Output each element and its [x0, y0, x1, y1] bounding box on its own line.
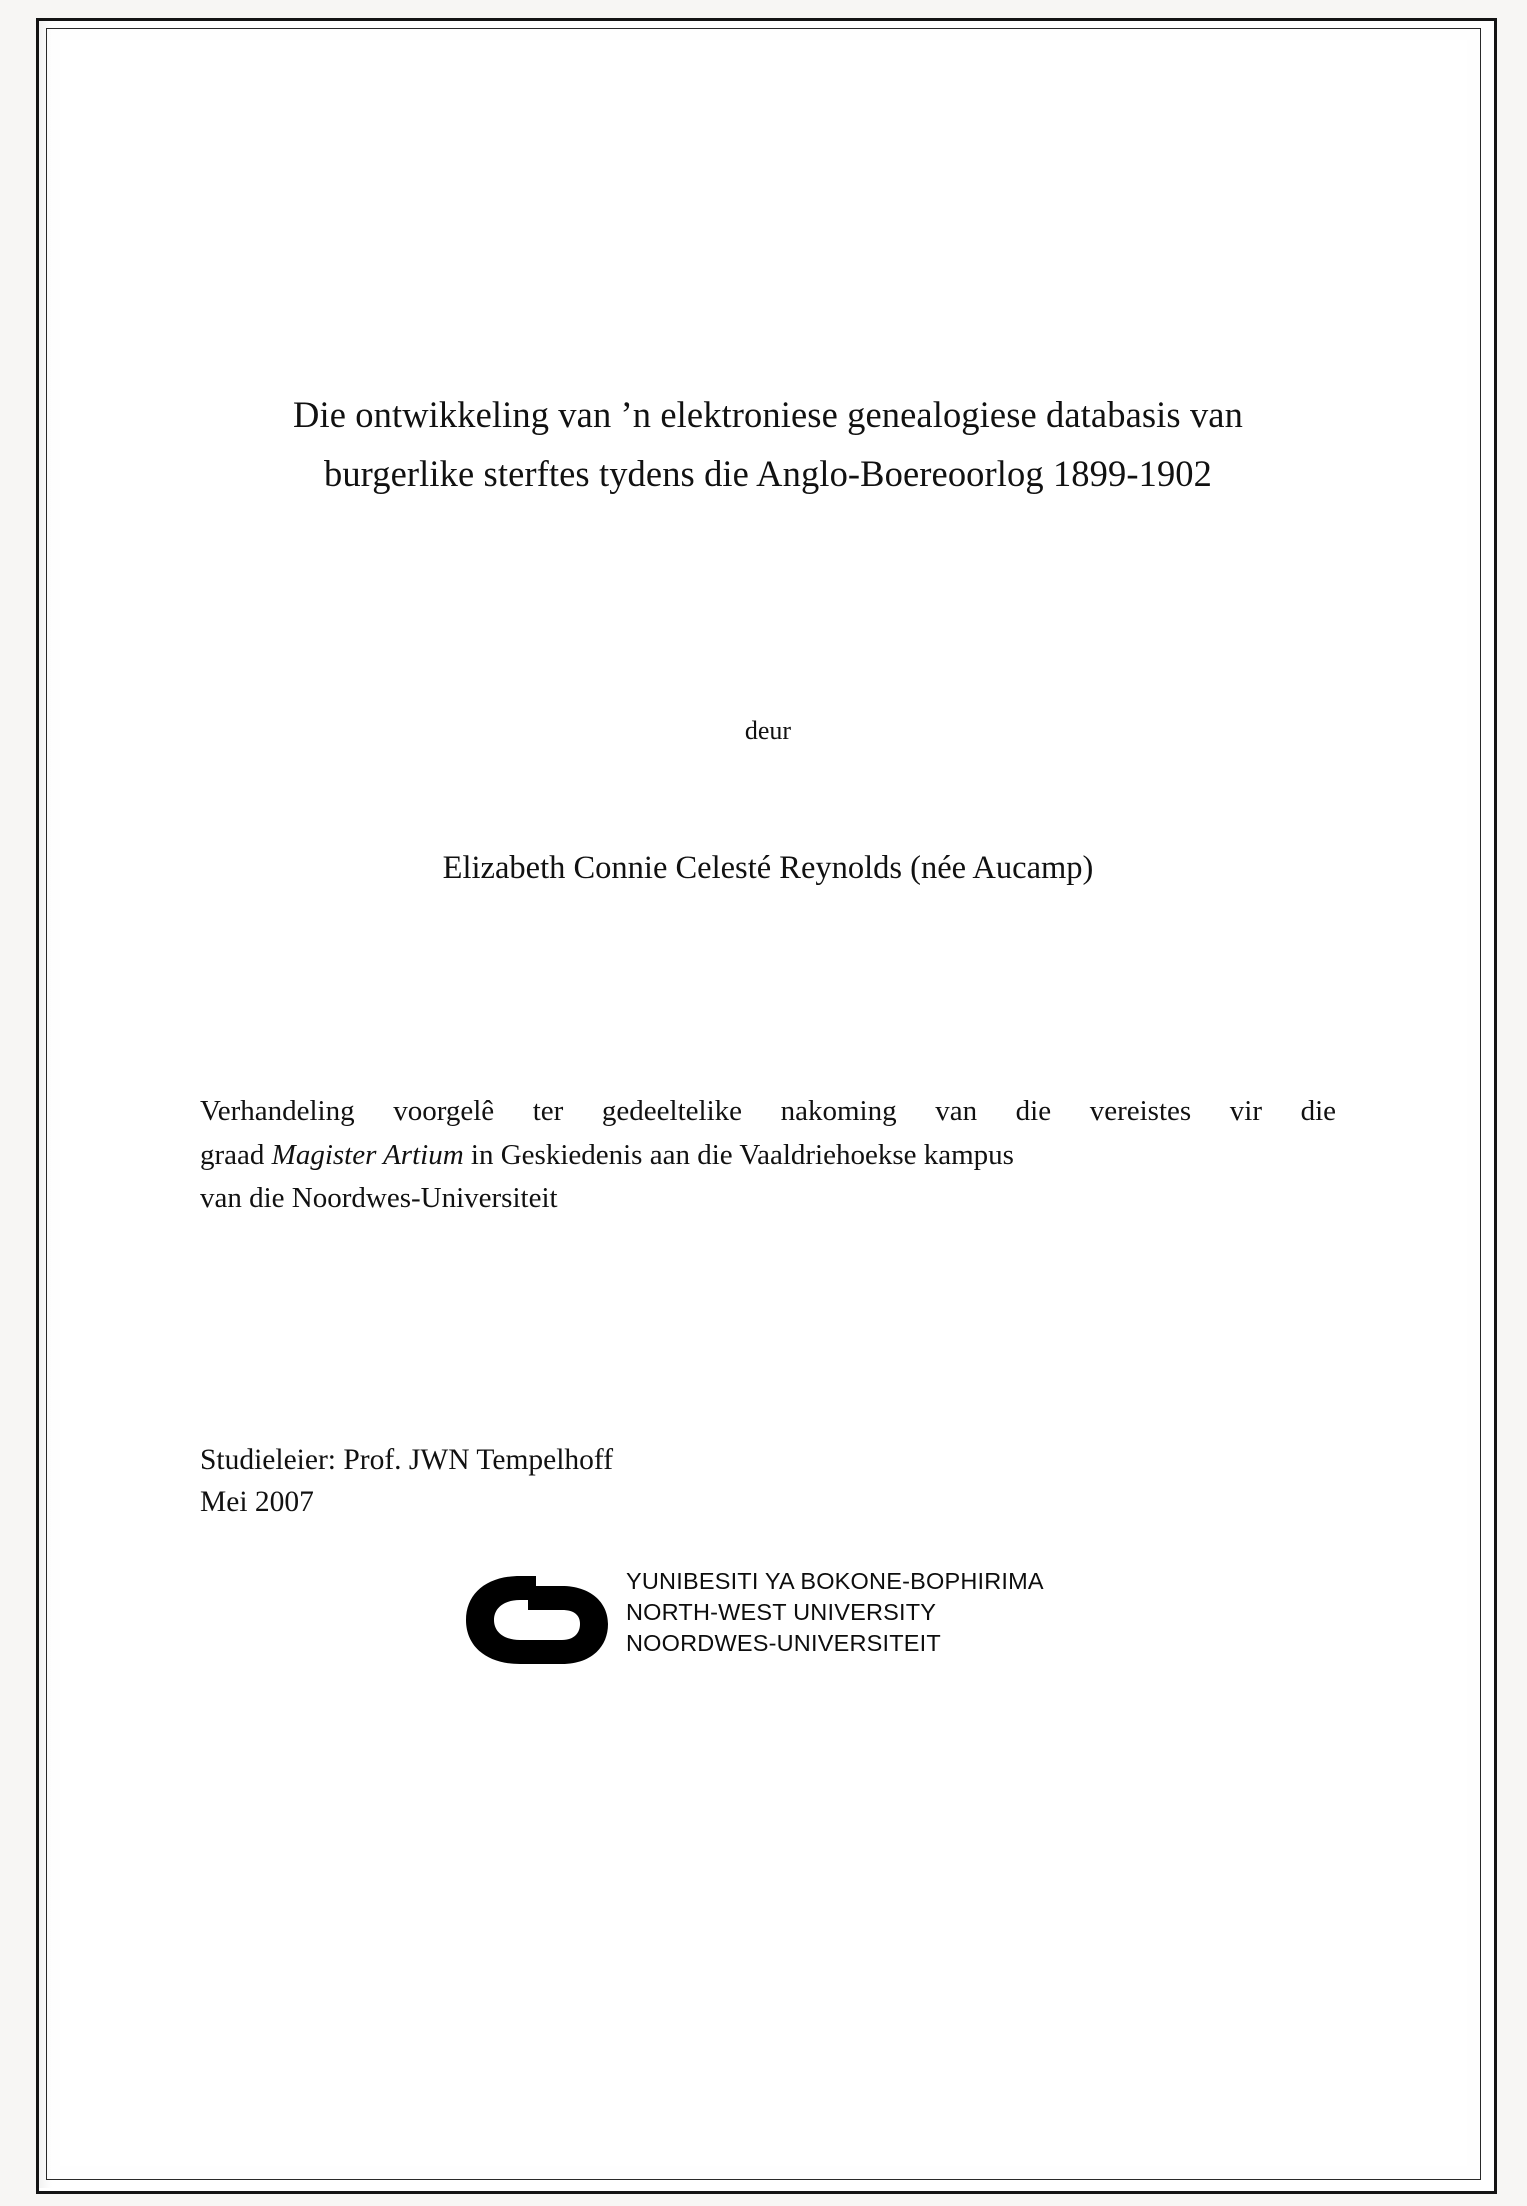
- degree-statement-line-3: van die Noordwes-Universiteit: [200, 1182, 558, 1214]
- author-name: Elizabeth Connie Celesté Reynolds (née Aucamp): [442, 850, 1094, 886]
- degree-statement-line-2-prefix: graad: [200, 1138, 272, 1171]
- logo-text-line-1: YUNIBESITI YA BOKONE-BOPHIRIMA: [626, 1568, 1044, 1594]
- nwu-logo-icon: [458, 1566, 618, 1674]
- by-label: deur: [744, 716, 792, 745]
- date-line: Mei 2007: [200, 1485, 314, 1518]
- degree-name-italic: Magister Artium: [271, 1138, 464, 1171]
- degree-statement: [200, 1090, 1336, 1221]
- supervisor-line: Studieleier: Prof. JWN Tempelhoff: [200, 1444, 614, 1476]
- logo-text-line-2: NORTH-WEST UNIVERSITY: [626, 1599, 937, 1626]
- page-title: [188, 385, 1348, 503]
- title-page-sheet: [60, 40, 1467, 2166]
- degree-statement-line-2-suffix: in Geskiedenis aan die Vaaldriehoekse kampus: [463, 1138, 1014, 1171]
- title-page-content: [188, 40, 1348, 2166]
- title-line-1: Die ontwikkeling van ’n elektroniese genealogiese databasis van: [293, 394, 1243, 435]
- degree-statement-line-1: Verhandeling voorgelê ter gedeeltelike nakoming van die vereistes vir die: [200, 1095, 1336, 1127]
- university-logo-text: [626, 1566, 1044, 1659]
- logo-text-line-3: NOORDWES-UNIVERSITEIT: [626, 1630, 941, 1657]
- degree-statement-line-2: [200, 1134, 1336, 1178]
- title-line-2: burgerlike sterftes tydens die Anglo-Boereoorlog 1899-1902: [323, 453, 1213, 495]
- university-logo: [458, 1560, 1078, 1690]
- supervisor-block: [200, 1440, 1200, 1524]
